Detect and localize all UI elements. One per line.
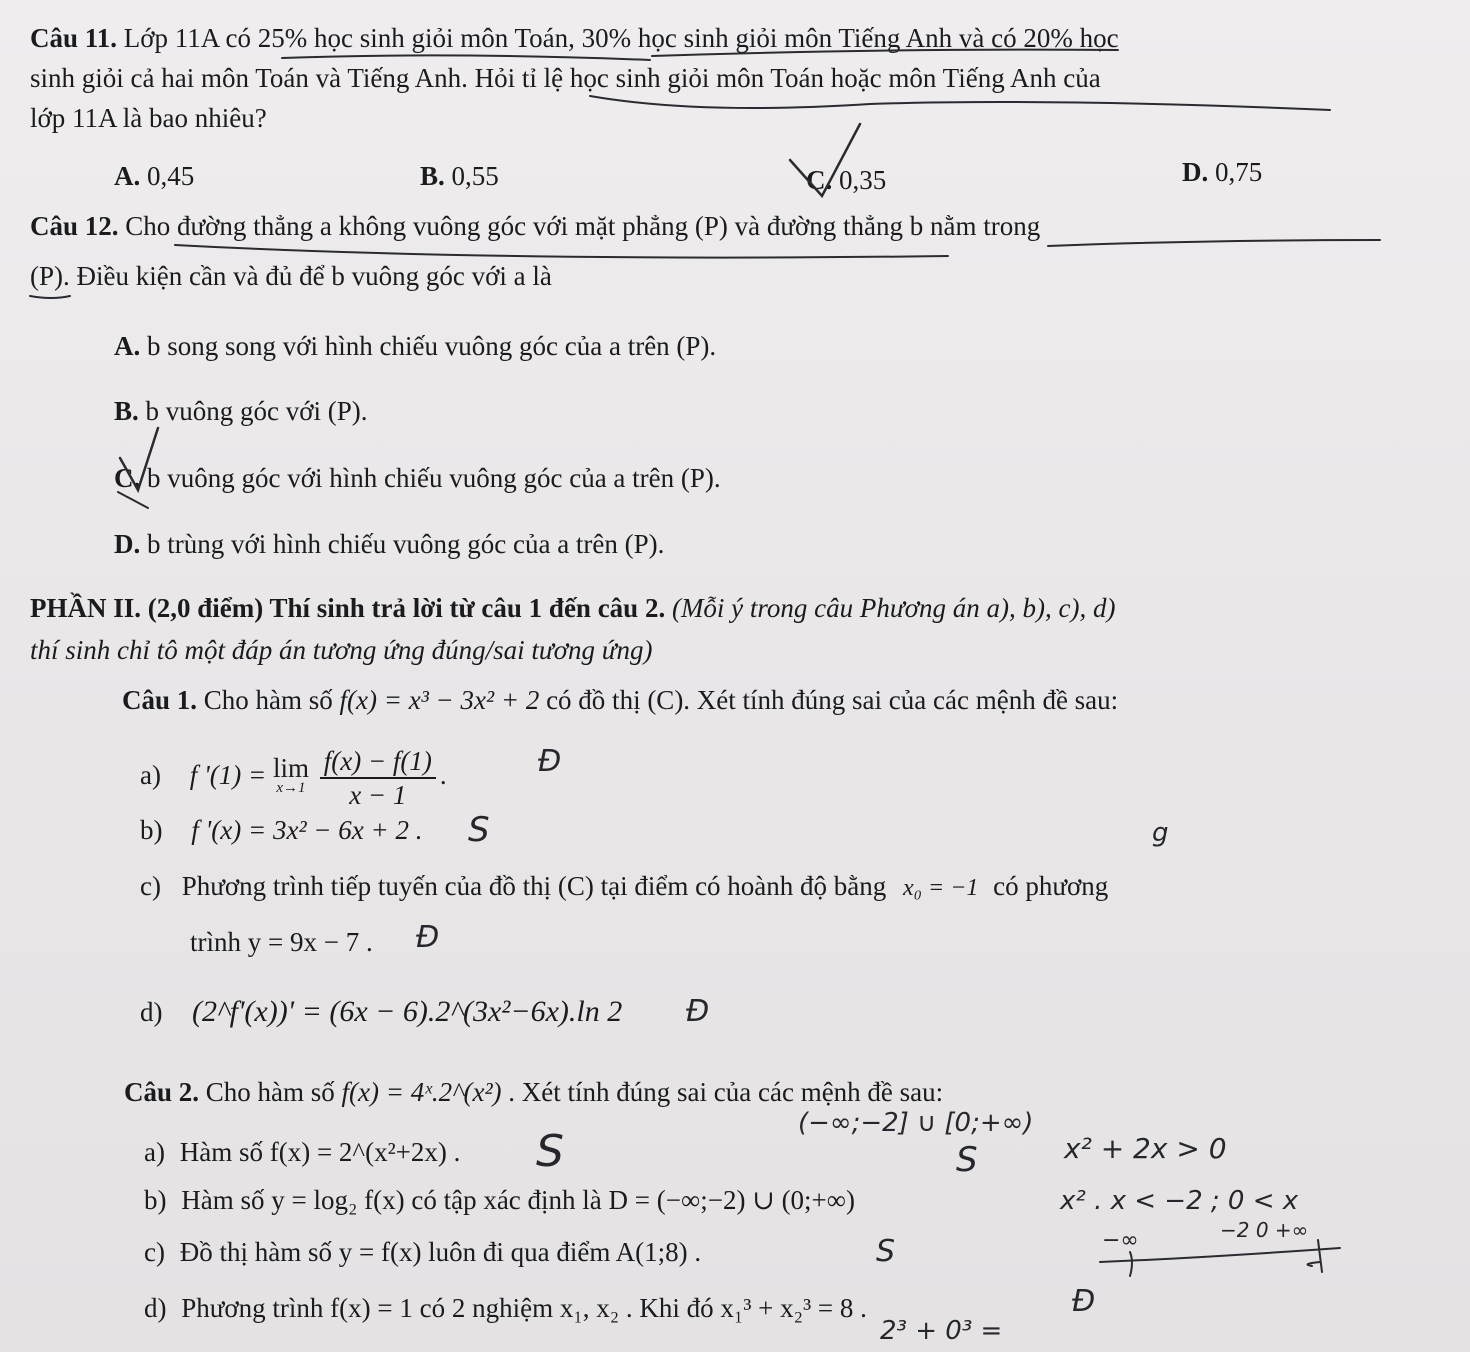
q11-line2: sinh giỏi cả hai môn Toán và Tiếng Anh. Hỏi tỉ lệ học sinh giỏi môn Toán hoặc môn Tiếng Anh của	[30, 63, 1101, 93]
c1-b-text: f '(x) = 3x² − 6x + 2 .	[191, 815, 423, 845]
hand-c1-b-side: g	[1152, 818, 1169, 848]
part2-heading: PHẦN II. (2,0 điểm) Thí sinh trả lời từ câu 1 đến câu 2.	[30, 593, 666, 623]
c1-a-lim-sub: x→1	[276, 779, 306, 796]
c2-b-label: b)	[144, 1185, 167, 1215]
c2-item-d	[144, 1292, 867, 1324]
c2-a-label: a)	[144, 1137, 165, 1167]
q12-line1	[30, 210, 1040, 242]
c1-a-lhs: f '(1) =	[189, 760, 267, 790]
hand-c1-a-mark: Đ	[538, 744, 562, 779]
q11-line3: lớp 11A là bao nhiêu?	[30, 103, 267, 133]
c1-intro-post: có đồ thị (C). Xét tính đúng sai của các mệnh đề sau:	[546, 685, 1119, 715]
q12-option-d-label: D.	[114, 529, 141, 559]
c2-a-text: Hàm số f(x) = 2^(x²+2x) .	[179, 1137, 461, 1167]
hand-c2-d-work: 2³ + 0³ =	[880, 1316, 1003, 1346]
c1-c-text-1: Phương trình tiếp tuyến của đồ thị (C) tại điểm có hoành độ bằng	[181, 871, 887, 901]
q12-label: Câu 12.	[30, 211, 119, 241]
c1-intro	[122, 684, 1118, 716]
q11-option-c[interactable]	[806, 164, 886, 196]
q12-option-b-label: B.	[114, 396, 139, 426]
c2-item-a	[144, 1136, 460, 1168]
underline-q11-question	[590, 96, 1330, 110]
q11-option-b-value: 0,55	[451, 161, 499, 191]
c1-function: f(x) = x³ − 3x² + 2	[339, 685, 540, 715]
q12-option-c[interactable]	[114, 462, 721, 494]
q11-option-a[interactable]	[114, 160, 194, 192]
q12-option-a-label: A.	[114, 331, 141, 361]
c2-c-text: Đồ thị hàm số y = f(x) luôn đi qua điểm A(1;8) .	[179, 1237, 702, 1267]
c1-c-label: c)	[140, 871, 161, 901]
c1-item-a: a) f '(1) = lim x→1 $\frac{f(x) - f(1)}{x - 1}$ .	[140, 745, 447, 810]
c2-b-text: Hàm số y = log₂ f(x) có tập xác định là D = (−∞;−2) ∪ (0;+∞)	[181, 1185, 856, 1215]
c2-item-c	[144, 1236, 701, 1268]
c1-a-fraction	[320, 745, 436, 811]
c2-function: f(x) = 4ˣ.2^(x²)	[341, 1077, 502, 1107]
q11-label: Câu 11.	[30, 23, 118, 53]
c1-d-text: (2^f'(x))' = (6x − 6).2^(3x²−6x).ln 2	[192, 995, 623, 1028]
q11-option-d-value: 0,75	[1215, 157, 1263, 187]
q12-option-a-text: b song song với hình chiếu vuông góc của a trên (P).	[147, 331, 717, 361]
c2-c-label: c)	[144, 1237, 165, 1267]
hand-c2-b-signs: −2 0 +∞	[1220, 1218, 1309, 1242]
c1-intro-pre: Cho hàm số	[203, 685, 333, 715]
q11-option-d-label: D.	[1182, 157, 1209, 187]
c1-c-text-1-end: có phương	[993, 871, 1109, 901]
c1-item-d	[140, 996, 622, 1028]
underline-q12-p	[30, 296, 70, 298]
hand-c2-interval: (−∞;−2] ∪ [0;+∞)	[798, 1108, 1034, 1138]
part2-note-1: (Mỗi ý trong câu Phương án a), b), c), d)	[671, 593, 1116, 623]
hand-c2-b-mark: S	[956, 1140, 978, 1180]
q11-option-d[interactable]	[1182, 156, 1262, 188]
c2-d-label: d)	[144, 1293, 167, 1323]
hand-c1-c-mark: Đ	[416, 920, 440, 955]
c1-a-numerator: f(x) − f(1)	[320, 745, 436, 779]
q11-text-1: Lớp 11A có 25% học sinh giỏi môn Toán, 30% học sinh giỏi môn Tiếng Anh và có 20% học	[123, 23, 1119, 53]
part2-heading-line	[30, 592, 1116, 624]
c2-d-text: Phương trình f(x) = 1 có 2 nghiệm x₁, x₂ . Khi đó x₁³ + x₂³ = 8 .	[181, 1293, 867, 1323]
c1-b-label: b)	[140, 815, 163, 845]
q12-option-c-label: C.	[114, 463, 141, 493]
c2-label: Câu 2.	[124, 1077, 200, 1107]
q12-text-1: Cho đường thẳng a không vuông góc với mặt phẳng (P) và đường thẳng b nằm trong	[125, 211, 1041, 241]
q12-option-a[interactable]	[114, 330, 716, 362]
q11-option-b[interactable]	[420, 160, 499, 192]
number-line-bracket	[1308, 1240, 1323, 1272]
part2-note-2: thí sinh chỉ tô một đáp án tương ứng đúng/sai tương ứng)	[30, 635, 653, 665]
c1-label: Câu 1.	[122, 685, 198, 715]
q12-option-c-text: b vuông góc với hình chiếu vuông góc của a trên (P).	[147, 463, 721, 493]
c1-a-lim-word: lim	[272, 752, 309, 783]
c2-intro-pre: Cho hàm số	[205, 1077, 335, 1107]
q11-option-a-value: 0,45	[147, 161, 195, 191]
hand-c1-d-mark: Đ	[686, 994, 710, 1029]
check-tail-q12-c	[118, 492, 148, 508]
q11-option-c-label: C.	[806, 165, 833, 195]
c2-item-b	[144, 1184, 855, 1216]
q11-option-a-label: A.	[114, 161, 141, 191]
c1-c-text-2: trình y = 9x − 7 .	[190, 927, 373, 957]
hand-c2-b-work: x² + 2x > 0	[1064, 1132, 1227, 1165]
c1-item-c	[140, 870, 1108, 904]
hand-c1-b-mark: S	[468, 810, 490, 850]
underline-q12-line	[175, 245, 948, 258]
c1-c-x0: x₀ = −1	[903, 875, 979, 901]
q11-option-c-value: 0,35	[839, 165, 887, 195]
hand-c2-b-work-2: x² . x < −2 ; 0 < x	[1060, 1186, 1299, 1216]
c2-intro-post: . Xét tính đúng sai của các mệnh đề sau:	[508, 1077, 944, 1107]
hand-c2-d-mark: Đ	[1072, 1284, 1096, 1319]
q11-option-b-label: B.	[420, 161, 445, 191]
hand-c2-c-mark: S	[876, 1234, 896, 1269]
q12-option-b[interactable]	[114, 395, 368, 427]
c1-a-denominator: x − 1	[349, 779, 407, 810]
c2-intro	[124, 1076, 943, 1108]
q12-option-d[interactable]	[114, 528, 664, 560]
hand-c2-a-mark: S	[536, 1126, 564, 1177]
q11-line1	[30, 22, 1119, 54]
c1-a-label: a)	[140, 760, 161, 790]
number-line-bracket-left	[1130, 1252, 1132, 1276]
c1-a-limit	[272, 752, 309, 798]
c1-d-label: d)	[140, 997, 163, 1027]
underline-q12-b	[1048, 240, 1380, 246]
q12-option-d-text: b trùng với hình chiếu vuông góc của a trên (P).	[147, 529, 665, 559]
hand-c2-b-left: −∞	[1102, 1228, 1139, 1253]
c1-item-b	[140, 814, 422, 846]
q12-line2: (P). Điều kiện cần và đủ để b vuông góc với a là	[30, 261, 552, 291]
underline-q11-toan	[282, 55, 650, 60]
q12-option-b-text: b vuông góc với (P).	[145, 396, 368, 426]
